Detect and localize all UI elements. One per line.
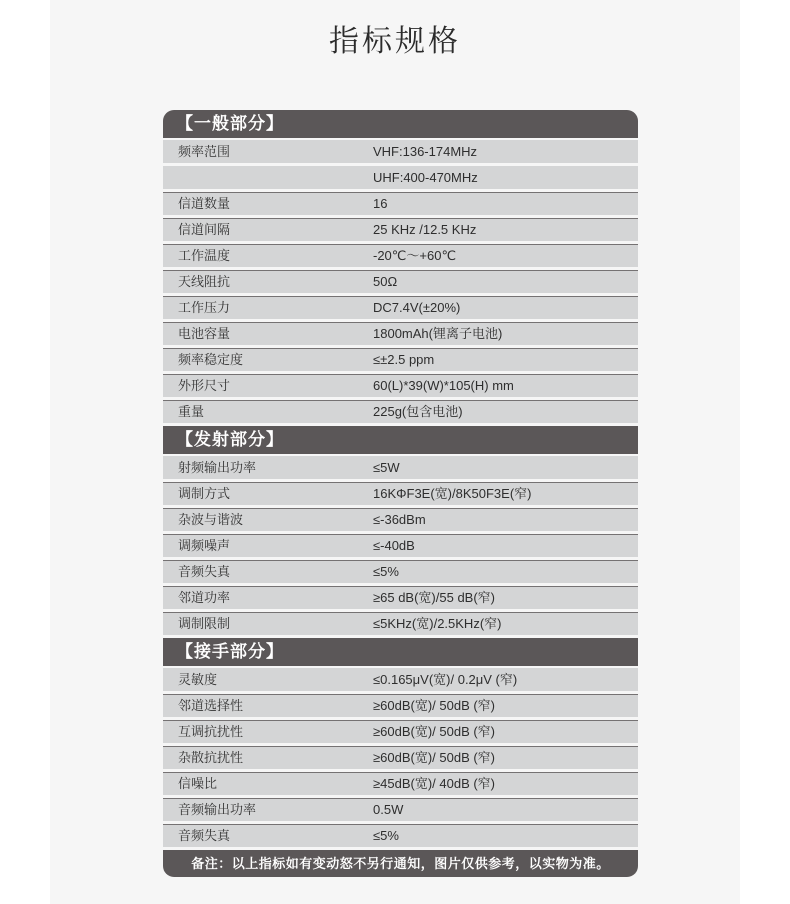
spec-value: UHF:400-470MHz [373, 170, 478, 185]
spec-label: 调制方式 [178, 486, 231, 501]
spec-value: 60(L)*39(W)*105(H) mm [373, 378, 514, 393]
footer-note: 备注：以上指标如有变动怒不另行通知，图片仅供参考，以实物为准。 [163, 850, 638, 877]
spec-value: 1800mAh(锂离子电池) [373, 326, 503, 341]
spec-row [163, 456, 638, 479]
spec-row [163, 482, 638, 505]
spec-label: 邻道功率 [178, 590, 231, 605]
content-panel [50, 0, 740, 904]
spec-label: 灵敏度 [178, 672, 218, 687]
spec-value: DC7.4V(±20%) [373, 300, 461, 315]
section-header: 【一般部分】 [163, 110, 638, 138]
spec-value: ≤-40dB [373, 538, 415, 553]
spec-row [163, 560, 638, 583]
spec-label: 射频输出功率 [178, 460, 257, 475]
spec-label: 重量 [178, 404, 205, 419]
spec-row [163, 140, 638, 163]
spec-row [163, 374, 638, 397]
spec-value: 225g(包含电池) [373, 404, 463, 419]
spec-row [163, 668, 638, 691]
spec-row [163, 244, 638, 267]
spec-row [163, 508, 638, 531]
spec-row [163, 192, 638, 215]
spec-label: 频率稳定度 [178, 352, 244, 367]
spec-label: 工作压力 [178, 300, 231, 315]
spec-value: ≤5% [373, 828, 399, 843]
spec-value: 16 [373, 196, 388, 211]
spec-label: 调制限制 [178, 616, 231, 631]
spec-row [163, 694, 638, 717]
spec-value: ≤±2.5 ppm [373, 352, 435, 367]
spec-label: 电池容量 [178, 326, 231, 341]
spec-row [163, 534, 638, 557]
spec-table [163, 110, 638, 877]
spec-label [163, 167, 373, 189]
spec-label: 信噪比 [178, 776, 218, 791]
spec-value: 0.5W [373, 802, 404, 817]
spec-row [163, 798, 638, 821]
page-title: 指标规格 [329, 25, 461, 58]
spec-row [163, 612, 638, 635]
spec-label: 频率范围 [178, 144, 231, 159]
spec-row [163, 772, 638, 795]
spec-value: 25 KHz /12.5 KHz [373, 222, 477, 237]
spec-label: 调频噪声 [178, 538, 231, 553]
spec-row [163, 400, 638, 423]
spec-value: ≤0.165μV(宽)/ 0.2μV (窄) [373, 672, 518, 687]
spec-label: 天线阻抗 [178, 274, 231, 289]
spec-label: 信道数量 [178, 196, 231, 211]
section-header: 【发射部分】 [163, 426, 638, 454]
spec-value: ≤5KHz(宽)/2.5KHz(窄) [373, 616, 502, 631]
spec-label: 信道间隔 [178, 222, 231, 237]
spec-label: 互调抗扰性 [178, 724, 244, 739]
spec-row [163, 296, 638, 319]
spec-value: ≤5% [373, 564, 399, 579]
spec-label: 音频输出功率 [178, 802, 257, 817]
spec-value: ≥60dB(宽)/ 50dB (窄) [373, 724, 496, 739]
spec-row [163, 270, 638, 293]
section-header: 【接手部分】 [163, 638, 638, 666]
spec-row [163, 348, 638, 371]
spec-value: ≥60dB(宽)/ 50dB (窄) [373, 698, 496, 713]
spec-value: 16KΦF3E(宽)/8K50F3E(窄) [373, 486, 532, 501]
spec-value: ≤5W [373, 460, 400, 475]
spec-value: 50Ω [373, 274, 398, 289]
spec-label: 音频失真 [178, 564, 231, 579]
spec-value: VHF:136-174MHz [373, 144, 478, 159]
spec-label: 外形尺寸 [178, 378, 231, 393]
spec-row [163, 218, 638, 241]
spec-value: ≥65 dB(宽)/55 dB(窄) [373, 590, 496, 605]
spec-label: 杂波与谐波 [178, 512, 244, 527]
spec-label: 杂散抗扰性 [178, 750, 244, 765]
spec-value: ≥45dB(宽)/ 40dB (窄) [373, 776, 496, 791]
spec-row [163, 746, 638, 769]
spec-row [163, 166, 638, 189]
spec-value: ≥60dB(宽)/ 50dB (窄) [373, 750, 496, 765]
spec-value: ≤-36dBm [373, 512, 426, 527]
spec-row [163, 322, 638, 345]
spec-label: 邻道选择性 [178, 698, 244, 713]
spec-row [163, 824, 638, 847]
spec-row [163, 720, 638, 743]
spec-label: 工作温度 [178, 248, 231, 263]
spec-row [163, 586, 638, 609]
spec-label: 音频失真 [178, 828, 231, 843]
spec-value: -20℃～+60℃ [373, 248, 457, 263]
